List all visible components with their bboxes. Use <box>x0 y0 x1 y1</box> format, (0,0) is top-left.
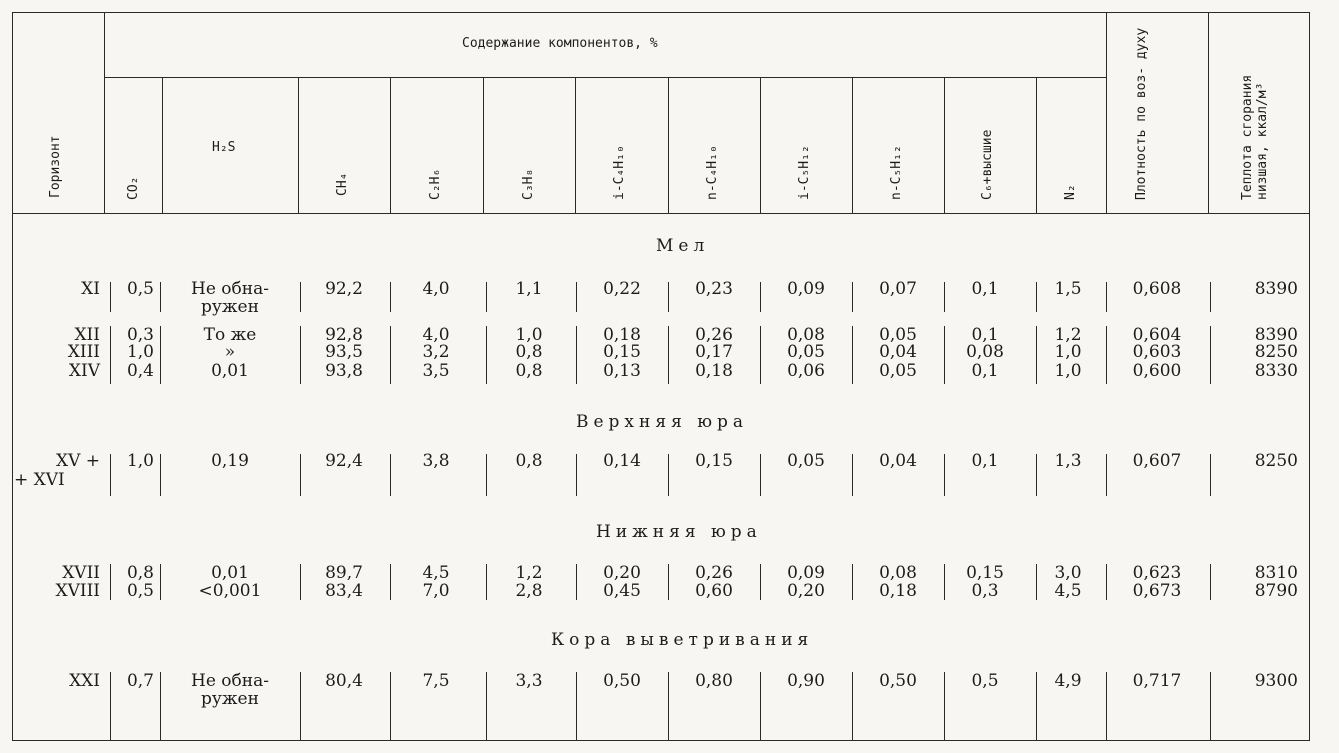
row-separator <box>390 282 391 312</box>
ic5-cell: 0,05 <box>787 342 825 362</box>
row-separator <box>944 326 945 384</box>
heat-cell: 8790 <box>1254 581 1298 601</box>
nc5-cell: 0,50 <box>879 671 917 691</box>
header-co2: CO₂ <box>126 176 141 200</box>
row-separator <box>576 564 577 600</box>
co2-cell: 0,8 <box>126 563 154 583</box>
c6-cell: 0,3 <box>971 581 999 601</box>
header-n-c4h10: n-C₄H₁₀ <box>705 145 720 200</box>
header-n2: N₂ <box>1063 184 1078 200</box>
row-separator <box>760 672 761 740</box>
col-divider <box>575 77 576 213</box>
ic5-cell: 0,09 <box>787 279 825 299</box>
row-separator <box>576 326 577 384</box>
header-density: Плотность по воз- духу <box>1134 27 1149 200</box>
ch4-cell: 83,4 <box>325 581 363 601</box>
row-separator <box>668 454 669 496</box>
co2-cell: 0,7 <box>126 671 154 691</box>
n2-cell: 3,0 <box>1054 563 1082 583</box>
row-separator <box>1036 564 1037 600</box>
h2s-cell: » <box>224 342 236 362</box>
row-separator <box>852 672 853 740</box>
ch4-cell: 93,8 <box>325 361 363 381</box>
c3h8-cell: 0,8 <box>515 342 543 362</box>
row-separator <box>160 454 161 496</box>
row-separator <box>1106 282 1107 312</box>
row-separator <box>160 564 161 600</box>
row-separator <box>852 564 853 600</box>
co2-cell: 1,0 <box>126 342 154 362</box>
ic4-cell: 0,22 <box>603 279 641 299</box>
row-separator <box>486 454 487 496</box>
nc5-cell: 0,08 <box>879 563 917 583</box>
ic5-cell: 0,09 <box>787 563 825 583</box>
c3h8-cell: 1,1 <box>515 279 543 299</box>
horizon-cell: XIV <box>68 361 100 381</box>
section-kora: Кора выветривания <box>551 630 814 650</box>
nc4-cell: 0,26 <box>695 325 733 345</box>
header-c6-higher: C₆+высшие <box>980 129 995 200</box>
ic5-cell: 0,08 <box>787 325 825 345</box>
ch4-cell: 92,2 <box>325 279 363 299</box>
row-separator <box>390 326 391 384</box>
header-ch4: CH₄ <box>335 172 350 196</box>
row-separator <box>668 326 669 384</box>
ic5-cell: 0,20 <box>787 581 825 601</box>
header-h2s: H₂S <box>212 140 236 155</box>
col-divider <box>852 77 853 213</box>
n2-cell: 1,3 <box>1054 451 1082 471</box>
heat-cell: 8390 <box>1254 325 1298 345</box>
row-separator <box>852 282 853 312</box>
col-divider <box>1036 77 1037 213</box>
n2-cell: 1,0 <box>1054 342 1082 362</box>
c6-cell: 0,1 <box>971 451 999 471</box>
col-divider <box>1208 12 1209 213</box>
row-separator <box>1210 454 1211 496</box>
row-separator <box>668 282 669 312</box>
row-separator <box>852 454 853 496</box>
row-separator <box>1106 454 1107 496</box>
heat-cell: 8310 <box>1254 563 1298 583</box>
header-heat: Теплота сгорания низшая, ккал/м³ <box>1240 74 1270 200</box>
c3h8-cell: 0,8 <box>515 361 543 381</box>
header-components-group: Содержание компонентов, % <box>462 36 658 51</box>
c3h8-cell: 1,0 <box>515 325 543 345</box>
ic4-cell: 0,14 <box>603 451 641 471</box>
nc5-cell: 0,05 <box>879 361 917 381</box>
row-separator <box>760 454 761 496</box>
row-separator <box>160 672 161 740</box>
col-divider <box>668 77 669 213</box>
horizon-cell-cont: + XVI <box>14 470 65 490</box>
ch4-cell: 93,5 <box>325 342 363 362</box>
ic5-cell: 0,90 <box>787 671 825 691</box>
ic5-cell: 0,06 <box>787 361 825 381</box>
row-separator <box>1036 672 1037 740</box>
h2s-cell: Не обна- <box>191 671 269 691</box>
c2h6-cell: 3,5 <box>422 361 450 381</box>
co2-cell: 0,4 <box>126 361 154 381</box>
h2s-cell: 0,01 <box>211 563 249 583</box>
col-divider <box>760 77 761 213</box>
row-separator <box>1106 672 1107 740</box>
row-separator <box>390 672 391 740</box>
dens-cell: 0,673 <box>1132 581 1182 601</box>
nc4-cell: 0,80 <box>695 671 733 691</box>
row-separator <box>300 564 301 600</box>
group-header-underline <box>104 77 1106 78</box>
n2-cell: 1,5 <box>1054 279 1082 299</box>
row-separator <box>1106 326 1107 384</box>
ch4-cell: 92,4 <box>325 451 363 471</box>
heat-cell: 9300 <box>1254 671 1298 691</box>
row-separator <box>110 454 111 496</box>
row-separator <box>1036 282 1037 312</box>
row-separator <box>110 564 111 600</box>
c6-cell: 0,1 <box>971 361 999 381</box>
horizon-cell: XIII <box>67 342 100 362</box>
row-separator <box>300 282 301 312</box>
row-separator <box>944 282 945 312</box>
row-separator <box>1210 672 1211 740</box>
dens-cell: 0,603 <box>1132 342 1182 362</box>
co2-cell: 0,5 <box>126 279 154 299</box>
row-separator <box>486 672 487 740</box>
row-separator <box>390 564 391 600</box>
n2-cell: 4,5 <box>1054 581 1082 601</box>
horizon-cell: XII <box>74 325 100 345</box>
h2s-cell-cont: ружен <box>201 689 259 709</box>
heat-cell: 8390 <box>1254 279 1298 299</box>
c2h6-cell: 7,5 <box>422 671 450 691</box>
row-separator <box>668 672 669 740</box>
horizon-cell: XI <box>81 279 100 299</box>
header-n-c5h12: n-C₅H₁₂ <box>889 145 904 200</box>
dens-cell: 0,717 <box>1132 671 1182 691</box>
header-i-c5h12: i-C₅H₁₂ <box>797 145 812 200</box>
row-separator <box>300 672 301 740</box>
col-divider <box>104 12 105 213</box>
nc5-cell: 0,04 <box>879 451 917 471</box>
horizon-cell: XXI <box>69 671 100 691</box>
section-upper-jura: Верхняя юра <box>576 412 749 432</box>
c6-cell: 0,1 <box>971 325 999 345</box>
row-separator <box>944 672 945 740</box>
row-separator <box>944 564 945 600</box>
dens-cell: 0,623 <box>1132 563 1182 583</box>
ic4-cell: 0,20 <box>603 563 641 583</box>
horizon-cell: XV + <box>55 451 100 471</box>
ic4-cell: 0,18 <box>603 325 641 345</box>
n2-cell: 4,9 <box>1054 671 1082 691</box>
c3h8-cell: 0,8 <box>515 451 543 471</box>
heat-cell: 8250 <box>1254 342 1298 362</box>
row-separator <box>576 282 577 312</box>
col-divider <box>162 77 163 213</box>
col-divider <box>944 77 945 213</box>
row-separator <box>668 564 669 600</box>
ic5-cell: 0,05 <box>787 451 825 471</box>
h2s-cell: То же <box>203 325 257 345</box>
ch4-cell: 89,7 <box>325 563 363 583</box>
ic4-cell: 0,15 <box>603 342 641 362</box>
row-separator <box>1106 564 1107 600</box>
c2h6-cell: 3,2 <box>422 342 450 362</box>
ic4-cell: 0,13 <box>603 361 641 381</box>
header-c2h6: C₂H₆ <box>428 168 443 200</box>
c3h8-cell: 1,2 <box>515 563 543 583</box>
row-separator <box>390 454 391 496</box>
c2h6-cell: 4,0 <box>422 325 450 345</box>
row-separator <box>760 564 761 600</box>
nc5-cell: 0,05 <box>879 325 917 345</box>
nc5-cell: 0,07 <box>879 279 917 299</box>
row-separator <box>944 454 945 496</box>
row-separator <box>852 326 853 384</box>
h2s-cell-cont: ружен <box>201 297 259 317</box>
heat-cell: 8250 <box>1254 451 1298 471</box>
col-divider <box>390 77 391 213</box>
row-separator <box>160 326 161 384</box>
row-separator <box>160 282 161 312</box>
heat-cell: 8330 <box>1254 361 1298 381</box>
row-separator <box>486 326 487 384</box>
co2-cell: 0,3 <box>126 325 154 345</box>
c2h6-cell: 3,8 <box>422 451 450 471</box>
col-divider <box>1106 12 1107 213</box>
h2s-cell: Не обна- <box>191 279 269 299</box>
c6-cell: 0,1 <box>971 279 999 299</box>
c3h8-cell: 3,3 <box>515 671 543 691</box>
h2s-cell: 0,19 <box>211 451 249 471</box>
c2h6-cell: 4,0 <box>422 279 450 299</box>
row-separator <box>576 672 577 740</box>
co2-cell: 1,0 <box>126 451 154 471</box>
nc4-cell: 0,17 <box>695 342 733 362</box>
header-c3h8: C₃H₈ <box>521 168 536 200</box>
ic4-cell: 0,45 <box>603 581 641 601</box>
dens-cell: 0,607 <box>1132 451 1182 471</box>
row-separator <box>1210 326 1211 384</box>
c3h8-cell: 2,8 <box>515 581 543 601</box>
dens-cell: 0,604 <box>1132 325 1182 345</box>
nc5-cell: 0,04 <box>879 342 917 362</box>
dens-cell: 0,600 <box>1132 361 1182 381</box>
horizon-cell: XVIII <box>55 581 100 601</box>
row-separator <box>1210 564 1211 600</box>
h2s-cell: 0,01 <box>211 361 249 381</box>
c6-cell: 0,15 <box>966 563 1004 583</box>
c6-cell: 0,08 <box>966 342 1004 362</box>
row-separator <box>110 282 111 312</box>
row-separator <box>110 326 111 384</box>
row-separator <box>300 326 301 384</box>
ic4-cell: 0,50 <box>603 671 641 691</box>
horizon-cell: XVII <box>62 563 100 583</box>
col-divider <box>483 77 484 213</box>
header-i-c4h10: i-C₄H₁₀ <box>612 145 627 200</box>
row-separator <box>576 454 577 496</box>
co2-cell: 0,5 <box>126 581 154 601</box>
row-separator <box>300 454 301 496</box>
c2h6-cell: 7,0 <box>422 581 450 601</box>
nc4-cell: 0,15 <box>695 451 733 471</box>
h2s-cell: <0,001 <box>198 581 262 601</box>
c2h6-cell: 4,5 <box>422 563 450 583</box>
nc4-cell: 0,18 <box>695 361 733 381</box>
row-separator <box>1210 282 1211 312</box>
n2-cell: 1,2 <box>1054 325 1082 345</box>
c6-cell: 0,5 <box>971 671 999 691</box>
section-lower-jura: Нижняя юра <box>596 522 762 542</box>
row-separator <box>486 282 487 312</box>
ch4-cell: 92,8 <box>325 325 363 345</box>
row-separator <box>486 564 487 600</box>
nc4-cell: 0,60 <box>695 581 733 601</box>
row-separator <box>1036 454 1037 496</box>
row-separator <box>760 282 761 312</box>
ch4-cell: 80,4 <box>325 671 363 691</box>
row-separator <box>110 672 111 740</box>
header-horizon: Горизонт <box>48 135 63 198</box>
row-separator <box>1036 326 1037 384</box>
nc4-cell: 0,23 <box>695 279 733 299</box>
header-bottom-line <box>12 213 1310 214</box>
n2-cell: 1,0 <box>1054 361 1082 381</box>
nc5-cell: 0,18 <box>879 581 917 601</box>
section-mel: Мел <box>656 236 710 256</box>
row-separator <box>760 326 761 384</box>
col-divider <box>298 77 299 213</box>
nc4-cell: 0,26 <box>695 563 733 583</box>
dens-cell: 0,608 <box>1132 279 1182 299</box>
